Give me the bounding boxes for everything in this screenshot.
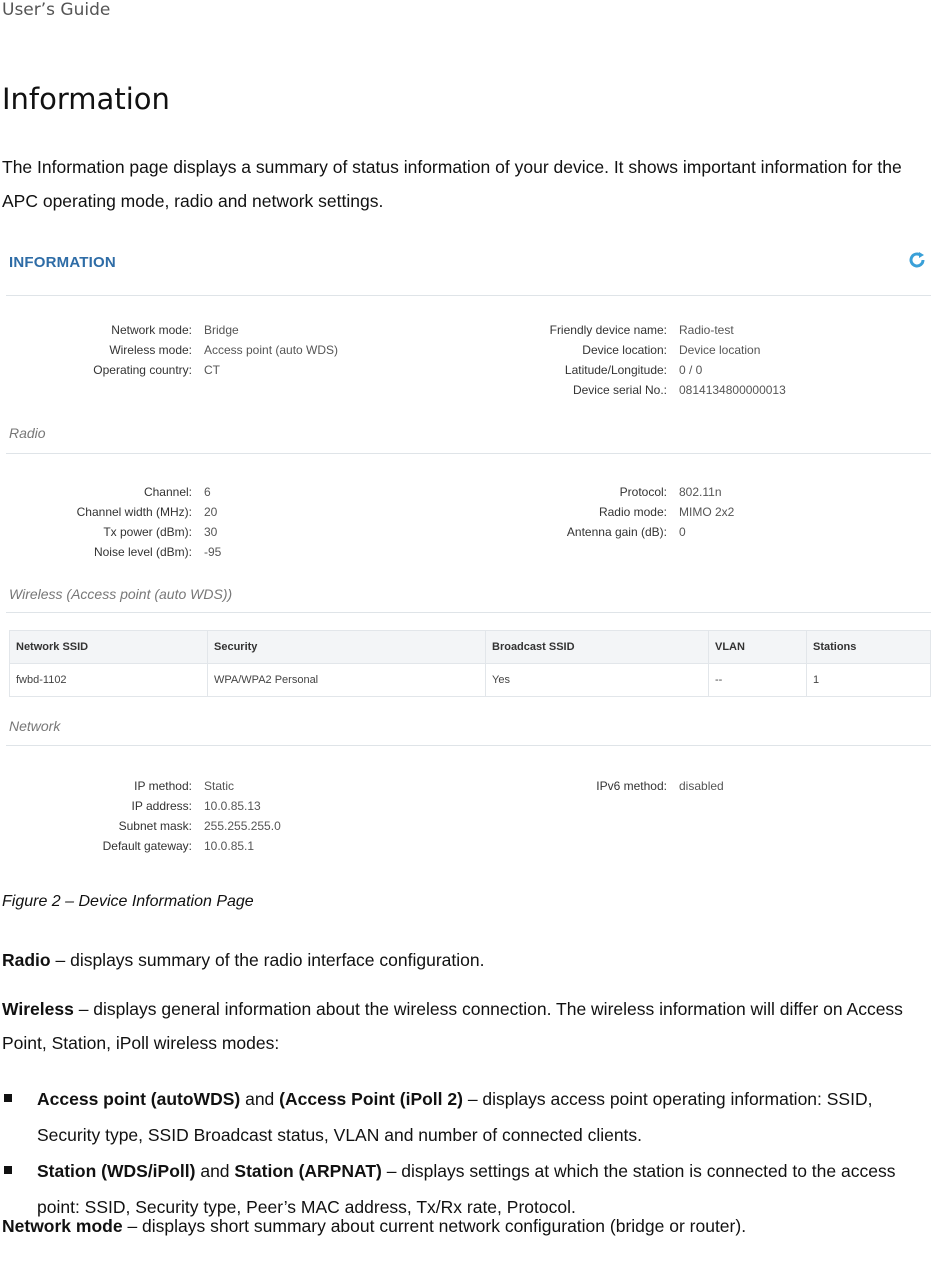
info-label: Network mode: (111, 323, 192, 337)
general-right-list (456, 320, 786, 400)
info-value: 0 / 0 (679, 363, 703, 377)
info-value: MIMO 2x2 (679, 505, 735, 519)
info-label: Noise level (dBm): (93, 545, 192, 559)
radio-left-list (6, 482, 221, 562)
info-label: Default gateway: (102, 839, 192, 853)
info-label: Radio mode: (598, 505, 667, 519)
info-row (6, 836, 281, 856)
bullet-square-icon (4, 1094, 12, 1102)
radio-paragraph (2, 943, 927, 977)
info-value: CT (204, 363, 220, 377)
info-value: 255.255.255.0 (204, 819, 281, 833)
info-value: -95 (204, 545, 222, 559)
info-value: Static (204, 779, 235, 793)
network-left-list (6, 776, 281, 856)
bullet-term: Station (ARPNAT) (234, 1161, 382, 1181)
info-value: disabled (679, 779, 724, 793)
info-row (6, 522, 221, 542)
information-screenshot (6, 240, 931, 862)
wireless-table (9, 630, 931, 697)
info-label: Tx power (dBm): (103, 525, 192, 539)
info-value: 802.11n (679, 485, 722, 499)
info-row (6, 796, 281, 816)
info-label: Channel: (143, 485, 192, 499)
bullet-connector: and (240, 1089, 280, 1109)
info-row (6, 340, 338, 360)
info-row (6, 776, 281, 796)
bullet-square-icon (4, 1166, 12, 1174)
info-label: Latitude/Longitude: (564, 363, 667, 377)
info-value: 0814134800000013 (679, 383, 786, 397)
col-vlan: VLAN (709, 631, 807, 664)
info-row (6, 542, 221, 562)
running-header: User’s Guide (2, 0, 111, 20)
wireless-modes-list (2, 1081, 931, 1225)
table-cell: 1 (807, 664, 931, 697)
info-row (456, 482, 734, 502)
info-label: Wireless mode: (109, 343, 192, 357)
info-value: 0 (679, 525, 686, 539)
info-value: 10.0.85.13 (204, 799, 261, 813)
info-value: Bridge (204, 323, 239, 337)
info-row (456, 776, 724, 796)
table-row (10, 664, 931, 697)
screenshot-title: INFORMATION (9, 254, 116, 271)
info-row (456, 360, 786, 380)
wireless-heading: Wireless (Access point (auto WDS)) (9, 586, 233, 602)
info-value: 30 (204, 525, 218, 539)
radio-right-list (456, 482, 734, 542)
info-label: Antenna gain (dB): (566, 525, 667, 539)
info-row (456, 340, 786, 360)
table-cell: -- (709, 664, 807, 697)
info-label: Device location: (582, 343, 667, 357)
info-row (6, 816, 281, 836)
info-row (6, 360, 338, 380)
info-label: IP method: (134, 779, 192, 793)
intro-paragraph: The Information page displays a summary of status information of your device. It shows important information for the APC operating mode, radio and network settings. (2, 157, 902, 211)
network-mode-description: – displays short summary about current network configuration (bridge or router). (122, 1216, 747, 1236)
col-broadcast-ssid: Broadcast SSID (486, 631, 709, 664)
wireless-term: Wireless (2, 999, 74, 1019)
info-label: IPv6 method: (596, 779, 667, 793)
divider (6, 612, 931, 613)
network-mode-term: Network mode (2, 1216, 123, 1236)
info-row (6, 482, 221, 502)
info-label: Protocol: (619, 485, 667, 499)
info-value: Radio-test (679, 323, 734, 337)
table-cell: Yes (486, 664, 709, 697)
info-row (6, 502, 221, 522)
table-cell: WPA/WPA2 Personal (208, 664, 486, 697)
refresh-icon[interactable] (907, 250, 927, 270)
info-row (456, 380, 786, 400)
page-title: Information (2, 82, 170, 116)
col-network-ssid: Network SSID (10, 631, 208, 664)
network-mode-paragraph (2, 1209, 927, 1243)
divider (6, 453, 931, 454)
info-label: Device serial No.: (572, 383, 667, 397)
divider (6, 745, 931, 746)
bullet-description: – displays access point operating information: SSID, Security type, SSID Broadcast status, VLAN and number of connected clients. (37, 1089, 873, 1145)
wireless-description: – displays general information about the wireless connection. The wireless information will differ on Access Point, Station, iPoll wireless modes: (2, 999, 903, 1053)
table-header-row (10, 631, 931, 664)
table-cell: fwbd-1102 (10, 664, 208, 697)
radio-description: – displays summary of the radio interface configuration. (50, 950, 485, 970)
info-row (456, 502, 734, 522)
info-label: IP address: (131, 799, 192, 813)
info-row (6, 320, 338, 340)
network-heading: Network (9, 718, 61, 734)
info-label: Subnet mask: (118, 819, 192, 833)
info-label: Operating country: (93, 363, 192, 377)
wireless-paragraph (2, 992, 927, 1060)
info-label: Friendly device name: (549, 323, 667, 337)
info-value: 6 (204, 485, 211, 499)
radio-term: Radio (2, 950, 51, 970)
figure-caption: Figure 2 – Device Information Page (2, 893, 254, 910)
radio-heading: Radio (9, 425, 46, 441)
network-right-list (456, 776, 724, 796)
bullet-term: Station (WDS/iPoll) (37, 1161, 196, 1181)
info-value: Device location (679, 343, 761, 357)
bullet-term: (Access Point (iPoll 2) (279, 1089, 463, 1109)
info-value: 10.0.85.1 (204, 839, 255, 853)
col-stations: Stations (807, 631, 931, 664)
bullet-term: Access point (autoWDS) (37, 1089, 241, 1109)
bullet-description: – displays settings at which the station is connected to the access point: SSID, Security type, Peer’s MAC address, Tx/Rx rate, Protocol. (37, 1161, 896, 1217)
info-row (456, 522, 734, 542)
divider (6, 295, 931, 296)
info-value: Access point (auto WDS) (204, 343, 339, 357)
info-label: Channel width (MHz): (76, 505, 192, 519)
info-row (456, 320, 786, 340)
col-security: Security (208, 631, 486, 664)
bullet-connector: and (195, 1161, 235, 1181)
list-item (2, 1081, 931, 1153)
general-left-list (6, 320, 338, 380)
info-value: 20 (204, 505, 218, 519)
